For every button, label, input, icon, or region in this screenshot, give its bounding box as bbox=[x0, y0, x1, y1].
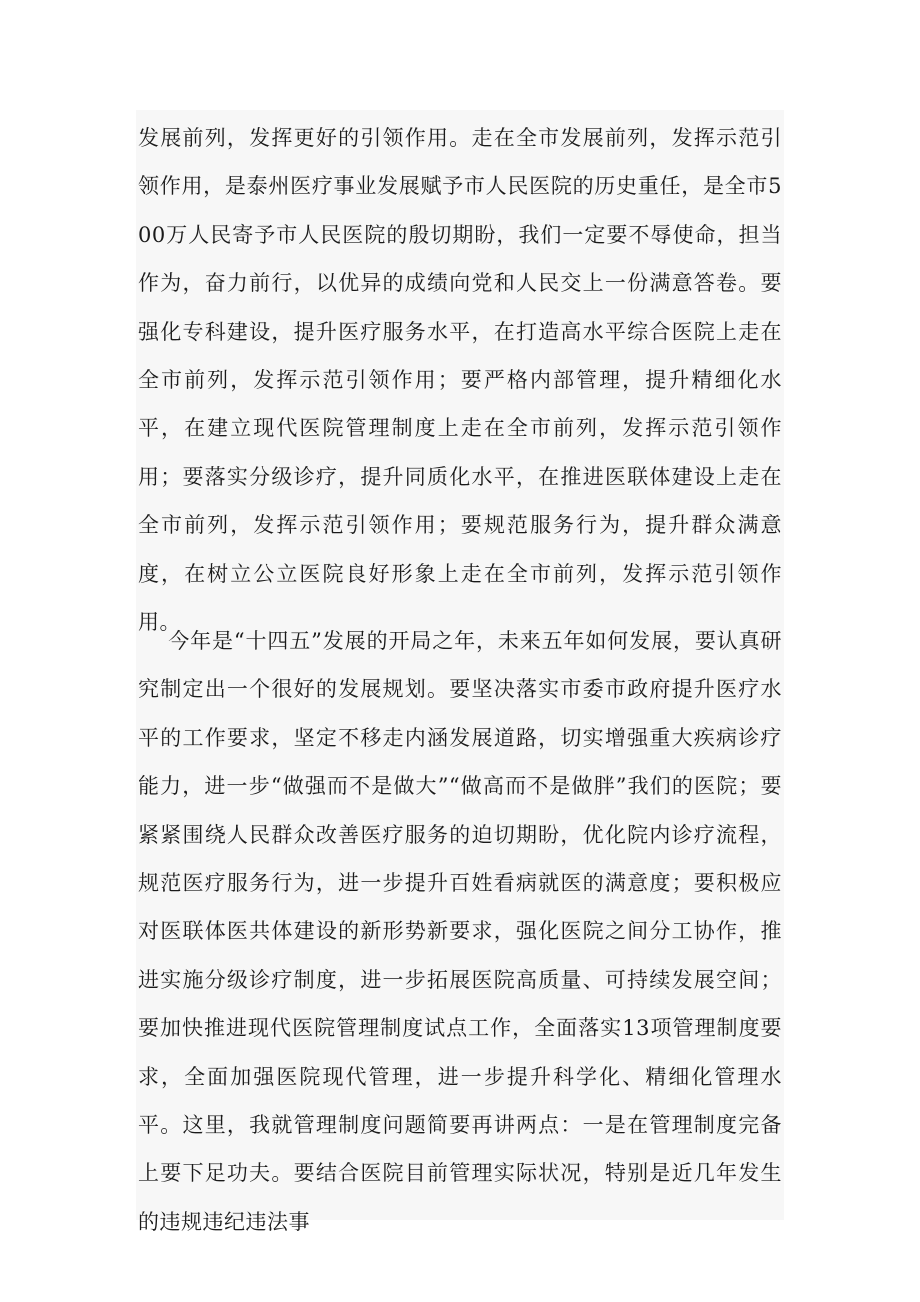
paragraph-1: 发展前列，发挥更好的引领作用。走在全市发展前列，发挥示范引领作用，是泰州医疗事业发展赋予市人民医院的历史重任，是全市500万人民寄予市人民医院的殷切期盼，我们一定要不辱使命，担当作为，奋力前行，以优异的成绩向党和人民交上一份满意答卷。要强化专科建设，提升医疗服务水平，在打造高水平综合医院上走在全市前列，发挥示范引领作用；要严格内部管理，提升精细化水平，在建立现代医院管理制度上走在全市前列，发挥示范引领作用；要落实分级诊疗，提升同质化水平，在推进医联体建设上走在全市前列，发挥示范引领作用；要规范服务行为，提升群众满意度，在树立公立医院良好形象上走在全市前列，发挥示范引领作用。 bbox=[138, 126, 782, 635]
paragraph-2: 今年是“十四五”发展的开局之年，未来五年如何发展，要认真研究制定出一个很好的发展规划。要坚决落实市委市政府提升医疗水平的工作要求，坚定不移走内涵发展道路，切实增强重大疾病诊疗能力，进一步“做强而不是做大”“做高而不是做胖”我们的医院；要紧紧围绕人民群众改善医疗服务的迫切期盼，优化院内诊疗流程，规范医疗服务行为，进一步提升百姓看病就医的满意度；要积极应对医联体医共体建设的新形势新要求，强化医院之间分工协作，推进实施分级诊疗制度，进一步拓展医院高质量、可持续发展空间；要加快推进现代医院管理制度试点工作，全面落实13项管理制度要求，全面加强医院现代管理，进一步提升科学化、精细化管理水平。这里，我就管理制度问题简要再讲两点：一是在管理制度完备上要下足功夫。要结合医院目前管理实际状况，特别是近几年发生的违规违纪违法事 bbox=[138, 629, 782, 1234]
